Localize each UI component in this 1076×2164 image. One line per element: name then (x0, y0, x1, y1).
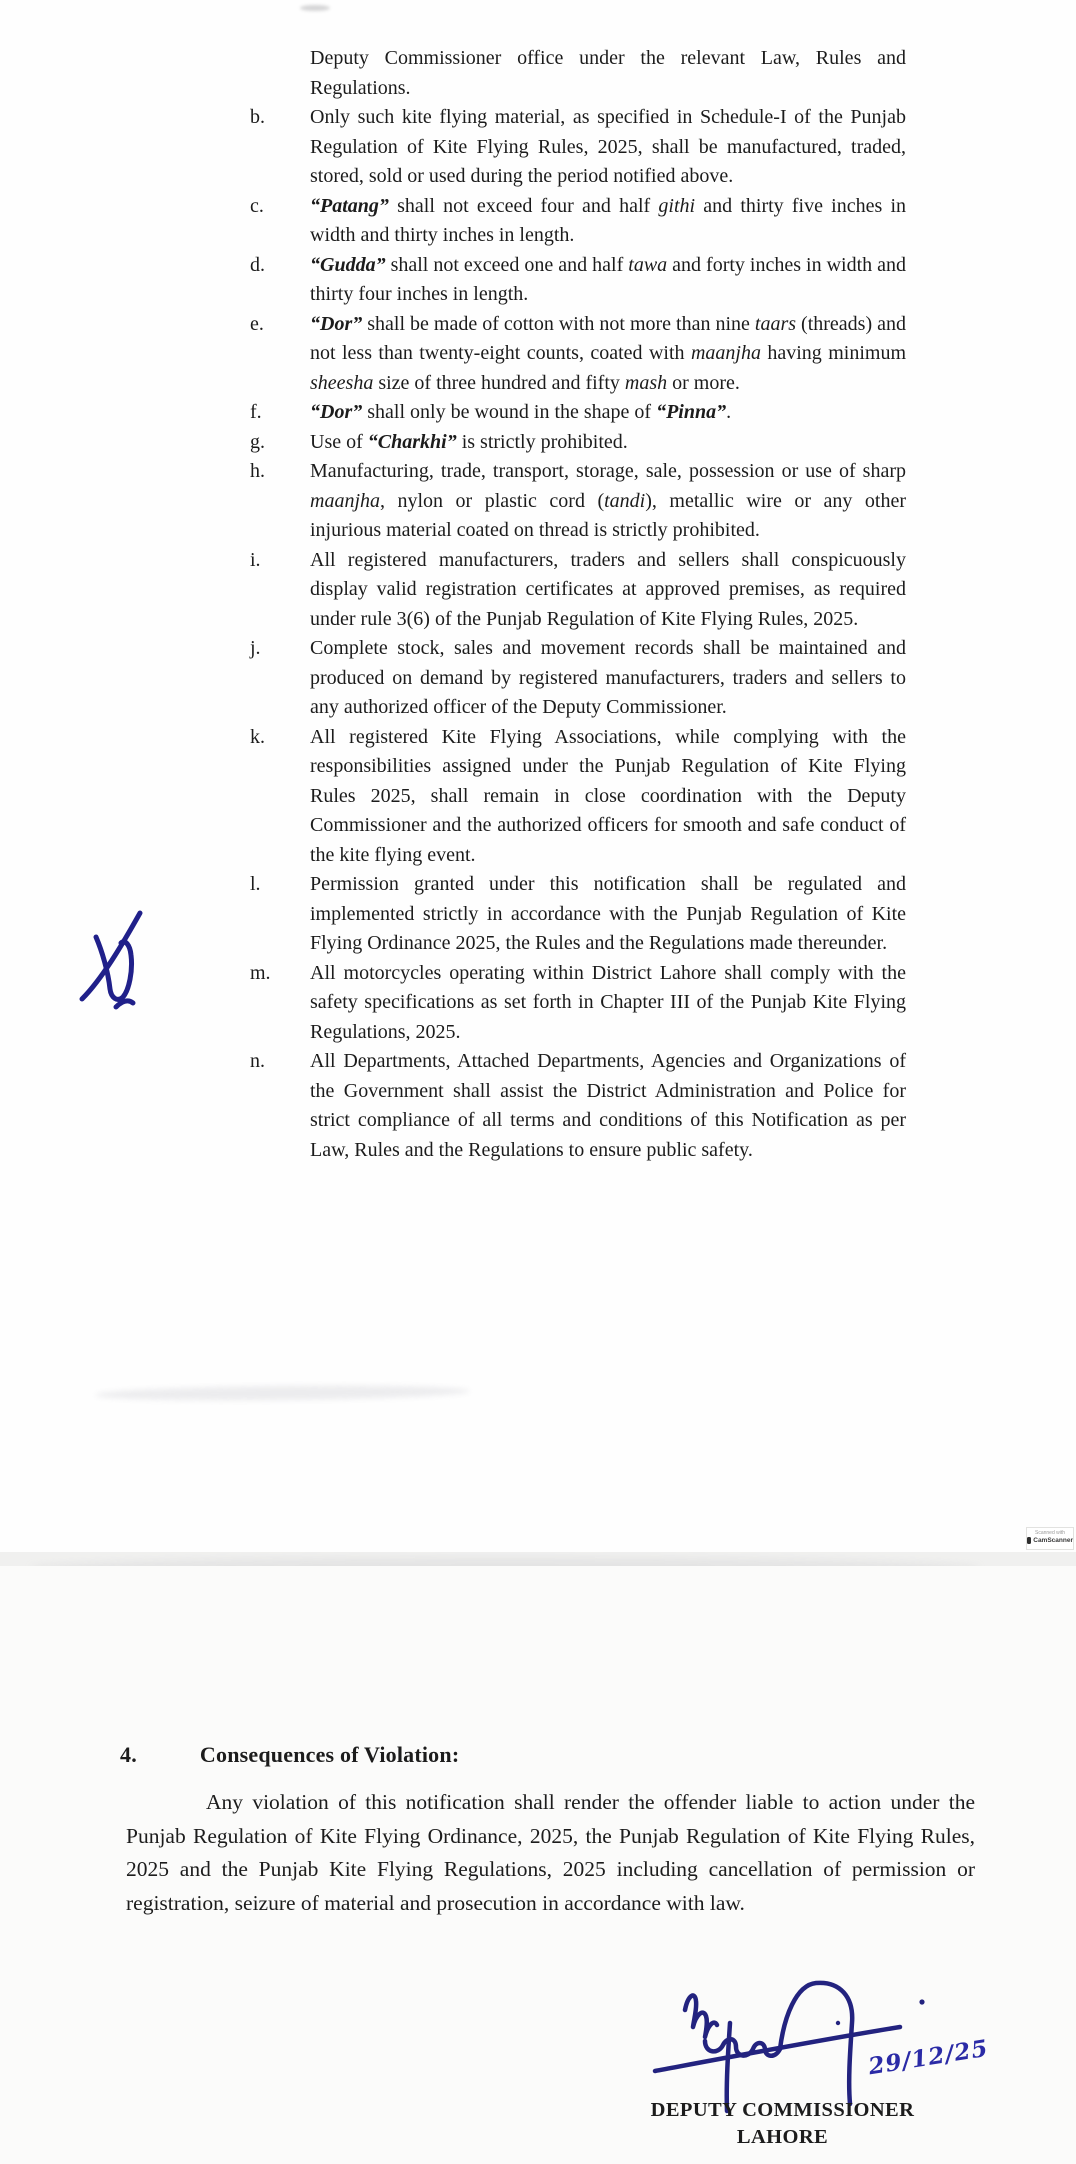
camscanner-watermark (1026, 1527, 1074, 1550)
signatory-location: LAHORE (736, 2126, 829, 2148)
text-run: or more. (667, 371, 740, 394)
text-run: (threads) and not less than twenty-eight counts, coated with (310, 312, 906, 364)
list-item (250, 251, 906, 310)
list-item (250, 546, 906, 635)
text-run: is strictly prohibited. (456, 430, 628, 453)
text-run: maanjha (690, 342, 761, 364)
list-item-text (310, 1047, 906, 1165)
list-item-text (310, 192, 906, 251)
list-item-label: h. (250, 460, 265, 482)
section-number: 4. (120, 1742, 137, 1767)
intro-paragraph: Deputy Commissioner office under the relevant Law, Rules and Regulations. (310, 47, 906, 99)
list-item-label: k. (250, 725, 265, 748)
list-item-text (310, 959, 906, 1048)
list-item-label: e. (250, 312, 264, 335)
watermark-brand-row (1027, 1536, 1073, 1545)
margin-initials-ink (60, 893, 170, 1013)
scan-smudge (95, 1384, 470, 1402)
text-run: All motorcycles operating within District Lahore shall comply with the safety specifications as set forth in Chapter III of the Punjab Kite Flying Regulations, 2025. (310, 961, 906, 1043)
text-run: Permission granted under this notification shall be regulated and implemented strictly in accordance with the Punjab Regulation of Kite Flying Ordinance 2025, the Rules and the Regulations made thereunder. (310, 873, 906, 954)
list-item (250, 192, 906, 251)
text-run: All registered manufacturers, traders and sellers shall conspicuously display valid registration certificates at approved premises, as required under rule 3(6) of the Punjab Regulation of Kite Flying Rules, 2025. (310, 548, 906, 630)
text-run: tawa (628, 253, 668, 276)
list-item-text (310, 723, 906, 871)
list-item-label: d. (250, 253, 265, 276)
list-item (250, 457, 906, 546)
section-heading (120, 1742, 459, 1768)
text-run: “Dor” (310, 312, 363, 335)
text-run: Manufacturing, trade, transport, storage, sale, possession or use of sharp (310, 460, 906, 482)
text-run: and thirty five inches in width and thirty inches in length. (310, 194, 906, 246)
list-item-label: f. (250, 401, 262, 423)
text-run: sheesha (310, 371, 374, 394)
list-item-label: g. (250, 430, 265, 453)
list-item (250, 398, 906, 428)
text-run: taars (754, 312, 797, 335)
list-item-label: i. (250, 548, 261, 571)
list-item-text (310, 634, 906, 723)
list-item (250, 310, 906, 399)
list-item (250, 1047, 906, 1165)
text-run: shall not exceed four and half (388, 194, 659, 217)
list-item (250, 634, 906, 723)
scan-speck (300, 5, 330, 11)
text-run: shall be made of cotton with not more than nine (362, 312, 755, 335)
text-run: “Patang” (310, 194, 389, 217)
regulation-list (250, 44, 906, 1165)
text-run: shall only be wound in the shape of (362, 401, 657, 423)
list-item-text (310, 428, 906, 458)
list-item-label: m. (250, 961, 271, 984)
text-run: Complete stock, sales and movement records shall be maintained and produced on demand by registered manufacturers, traders and sellers to any authorized officer of the Deputy Commissioner. (310, 637, 906, 718)
list-item-text (310, 251, 906, 310)
text-run: mash (624, 371, 668, 394)
section-title: Consequences of Violation: (199, 1742, 460, 1767)
list-item-label: n. (250, 1050, 265, 1072)
text-run: “Charkhi” (367, 430, 457, 453)
text-run: githi (658, 194, 696, 217)
list-item (250, 870, 906, 959)
text-run: “Pinna” (656, 401, 727, 423)
camscanner-icon (1027, 1537, 1031, 1544)
list-item-text (310, 103, 906, 192)
list-item-label: c. (250, 194, 264, 217)
text-run: “Gudda” (310, 253, 386, 276)
consequences-paragraph: Any violation of this notification shall render the offender liable to action under the Punjab Regulation of Kite Flying Ordinance, 2025, the Punjab Regulation of Kite Flying Rules, 2025 and the Punjab Kite Flying Regulations, 2025 including cancellation of permission or registration, seizure of material and prosecution in accordance with law. (126, 1790, 975, 1915)
text-run: Use of (310, 430, 368, 453)
text-run: shall not exceed one and half (385, 253, 629, 276)
text-run: “Dor” (310, 401, 363, 423)
text-run: maanjha (310, 489, 380, 512)
text-run: tandi (604, 489, 646, 512)
text-run: . (726, 401, 732, 423)
watermark-brand: CamScanner (1033, 1537, 1073, 1544)
list-item-text (310, 457, 906, 546)
text-run: ), metallic wire or any other injurious material coated on thread is strictly prohibited. (310, 489, 906, 541)
list-item-label: j. (250, 637, 261, 659)
text-run: Only such kite flying material, as specified in Schedule-I of the Punjab Regulation of Kite Flying Rules, 2025, shall be manufactured, traded, stored, sold or used during the period notified above. (310, 106, 906, 187)
text-run: All Departments, Attached Departments, Agencies and Organizations of the Government shall assist the District Administration and Police for strict compliance of all terms and conditions of this Notification as per Law, Rules and the Regulations to ensure public safety. (310, 1050, 906, 1161)
list-item-text (310, 310, 906, 399)
scanned-page-2 (0, 1566, 1076, 2164)
watermark-scanned-with: Scanned with (1034, 1530, 1066, 1536)
list-item-text (310, 398, 906, 428)
list-item (250, 103, 906, 192)
text-run: All registered Kite Flying Associations, while complying with the responsibilities assigned under the Punjab Regulation of Kite Flying Rules 2025, shall remain in close coordination with the Deputy Commissioner and the authorized officers for smooth and safe conduct of the kite flying event. (310, 725, 906, 866)
list-item-label: b. (250, 106, 265, 128)
signature-date: 29/12/25 (866, 2034, 991, 2081)
list-item-text (310, 546, 906, 635)
signatory-title: DEPUTY COMMISSIONER (650, 2099, 915, 2121)
list-item (250, 959, 906, 1048)
text-run: having minimum (760, 342, 906, 364)
text-run: and forty inches in width and thirty four inches in length. (310, 253, 907, 305)
text-run: size of three hundred and fifty (373, 371, 625, 394)
list-item (250, 428, 906, 458)
list-item-label: l. (250, 873, 261, 895)
signatory-block (560, 2097, 1005, 2151)
list-item (250, 723, 906, 871)
list-item-text (310, 870, 906, 959)
text-run: , nylon or plastic cord ( (380, 489, 605, 512)
